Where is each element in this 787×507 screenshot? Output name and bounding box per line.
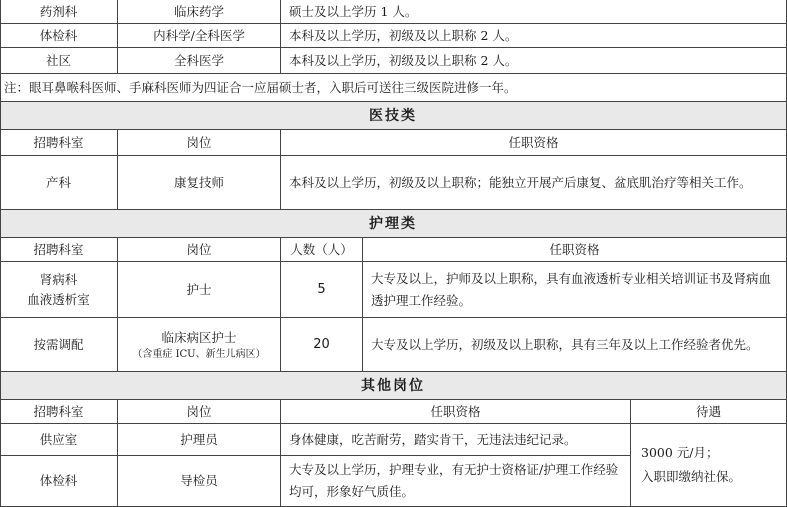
header-post: 岗位 [118, 238, 281, 262]
treatment-cell [631, 424, 787, 507]
header-post: 岗位 [118, 130, 281, 156]
requirement-cell: 大专及以上学历，初级及以上职称，具有三年及以上工作经验者优先。 [363, 318, 787, 372]
header-requirement: 任职资格 [281, 400, 631, 424]
dept-cell: 体检科 [0, 456, 118, 507]
post-cell: 内科学/全科医学 [118, 24, 281, 48]
header-post: 岗位 [118, 400, 281, 424]
dept-cell [0, 262, 118, 318]
dept-line: 血液透析室 [27, 291, 90, 307]
post-title: 临床病区护士 [161, 329, 237, 345]
section-title-medtech: 医技类 [0, 102, 787, 130]
count-cell: 20 [281, 318, 363, 372]
dept-cell: 产科 [0, 156, 118, 210]
header-treatment: 待遇 [631, 400, 787, 424]
requirement-cell: 本科及以上学历，初级及以上职称 2 人。 [281, 24, 787, 48]
section-title-nursing: 护理类 [0, 210, 787, 238]
post-cell: 全科医学 [118, 48, 281, 74]
treatment-insurance: 入职即缴纳社保。 [641, 469, 742, 484]
requirement-cell: 本科及以上学历，初级及以上职称；能独立开展产后康复、盆底肌治疗等相关工作。 [281, 156, 787, 210]
section-title-other: 其他岗位 [0, 372, 787, 400]
post-cell: 导检员 [118, 456, 281, 507]
header-requirement: 任职资格 [281, 130, 787, 156]
post-note: （含重症 ICU、新生儿病区） [132, 348, 266, 360]
dept-cell: 药剂科 [0, 0, 118, 24]
dept-cell: 体检科 [0, 24, 118, 48]
requirement-cell: 硕士及以上学历 1 人。 [281, 0, 787, 24]
treatment-salary: 3000 元/月； [641, 445, 719, 460]
dept-line: 肾病科 [39, 271, 78, 287]
dept-cell: 社区 [0, 48, 118, 74]
post-cell: 临床药学 [118, 0, 281, 24]
dept-cell: 供应室 [0, 424, 118, 456]
post-cell: 护理员 [118, 424, 281, 456]
header-dept: 招聘科室 [0, 238, 118, 262]
post-cell: 护士 [118, 262, 281, 318]
header-dept: 招聘科室 [0, 400, 118, 424]
post-cell: 康复技师 [118, 156, 281, 210]
requirement-cell: 大专及以上，护师及以上职称，具有血液透析专业相关培训证书及肾病血透护理工作经验。 [363, 262, 787, 318]
note-row: 注：眼耳鼻喉科医师、手麻科医师为四证合一应届硕士者，入职后可送往三级医院进修一年。 [0, 74, 787, 102]
header-requirement: 任职资格 [363, 238, 787, 262]
requirement-cell: 本科及以上学历，初级及以上职称 2 人。 [281, 48, 787, 74]
header-count: 人数（人） [281, 238, 363, 262]
requirement-cell: 大专及以上学历，护理专业，有无护士资格证/护理工作经验均可，形象好气质佳。 [281, 456, 631, 507]
requirement-cell: 身体健康，吃苦耐劳，踏实肯干，无违法违纪记录。 [281, 424, 631, 456]
header-dept: 招聘科室 [0, 130, 118, 156]
count-cell: 5 [281, 262, 363, 318]
post-cell [118, 318, 281, 372]
dept-cell: 按需调配 [0, 318, 118, 372]
